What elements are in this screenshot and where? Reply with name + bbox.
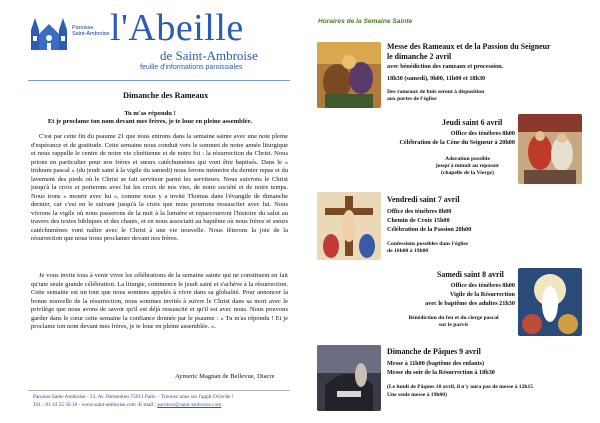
paques-line-2: Messe du soir de la Résurrection à 18h30: [387, 369, 495, 376]
palm-sunday-image: [317, 42, 381, 108]
jeudi-note-3: (chapelle de la Vierge): [441, 170, 494, 176]
rameaux-title-1: Messe des Rameaux et de la Passion du Seigneur: [387, 42, 551, 51]
samedi-note-1: Bénédiction du feu et du cierge pascal: [408, 315, 499, 321]
rameaux-line-1: avec bénédiction des rameaux et procession.: [387, 63, 504, 70]
good-friday-image: [317, 192, 381, 260]
church-logo-icon: [28, 16, 70, 52]
paques-title: Dimanche de Pâques 9 avril: [387, 347, 481, 356]
parish-name: [72, 25, 110, 37]
samedi-line-2: Vigile de la Résurrection: [449, 291, 515, 298]
footer-contact: [33, 402, 221, 409]
samedi-title: Samedi saint 8 avril: [437, 270, 504, 279]
article-signature: Aymeric Magnan de Bellevue, Diacre: [175, 373, 275, 380]
parish-line-2: Saint-Ambroise: [72, 31, 110, 37]
rameaux-note-1: Des rameaux de buis seront à disposition: [387, 89, 485, 95]
paques-note-1: (Le lundi de Pâques 10 avril, il n'y aura pas de messe à 12h15: [387, 384, 534, 390]
vendredi-note-2: de 16h00 à 19h00: [387, 248, 429, 254]
paques-line-1: Messe à 11h00 (baptême des enfants): [387, 360, 485, 367]
newsletter-tagline: feuille d'informations paroissiales: [140, 64, 243, 71]
article-paragraph-1: C'est par cette fin du psaume 21 que nous entrons dans la semaine sainte avec une note pleine d'espérance et de gratitude. Cette semaine nous conduit vers le sommet de notre année liturgique et nous rappelle le centre de notre vie chrétienne et de notre foi : la résurrection du Christ. Nous prions en particulier pour nos frères et sœurs catéchumènes qui vont être baptisés. Dans le « triduum pascal » (du jeudi saint à la vigile du samedi) nous ferons mémoire du dernier repas et du lavement des pieds où le Christ se fait serviteur parmi les serviteurs. Nous suivrons le Christ jusqu'à la croix et porterons avec lui les croix de nos vies, de notre société et de notre temps. Nous irons « mourir avec lui », comme nous y a invité Thomas dans l'évangile de dimanche dernier, car c'est en le suivant jusqu'à la croix que nous pourrons ressusciter avec lui. Nous vivrons la vigile où nous passerons de la nuit à la lumière et reparcourront l'histoire du salut au travers des textes bibliques et des chants, et en nous associant au baptême où nous frères et sœurs catéchumènes vont naître avec le Christ à une vie nouvelle. Nous fêterons la joie de la résurrection que nous irons proclamer devant nos frères.: [31, 133, 288, 242]
newsletter-subtitle: de Saint-Ambroise: [160, 48, 258, 63]
vendredi-title: Vendredi saint 7 avril: [387, 195, 460, 204]
jeudi-line-1: Office des ténèbres 8h00: [450, 130, 515, 137]
psalm-verse-1: Tu m'as répondu !: [124, 110, 176, 117]
article-title: Dimanche des Rameaux: [123, 91, 209, 100]
holy-saturday-image: [518, 268, 582, 336]
jeudi-note-1: Adoration possible: [445, 156, 490, 162]
vendredi-note-1: Confessions possibles dans l'église: [387, 241, 468, 247]
jeudi-line-2: Célébration de la Cène du Seigneur à 20h00: [399, 139, 515, 146]
rameaux-title-2: le dimanche 2 avril: [387, 52, 452, 61]
psalm-verse-2: Et je proclame ton nom devant mes frères, je te loue en pleine assemblée.: [47, 118, 253, 125]
vendredi-line-2: Chemin de Croix 15h00: [387, 217, 450, 224]
rameaux-note-2: aux portes de l'église: [387, 96, 437, 102]
footer-phone-web: Tél. : 01 43 55 56 18 - www.saint-ambroise.com -E-mail :: [33, 402, 158, 408]
footer-email-link[interactable]: paroisse@saint-ambroise.com: [157, 402, 222, 408]
jeudi-title: Jeudi saint 6 avril: [442, 118, 503, 127]
easter-image: [317, 345, 381, 411]
holy-thursday-image: [518, 114, 582, 184]
rameaux-line-2: 18h30 (samedi), 9h00, 11h00 et 18h30: [387, 75, 486, 82]
footer-address: Paroisse Saint-Ambroise - 33, Av. Parmentier 75011 Paris – Trouvez nous sur l'appli Ocloche !: [33, 394, 234, 400]
paques-note-2: Une seule messe à 19h00): [387, 392, 447, 398]
parish-line-1: Paroisse: [72, 25, 94, 31]
vendredi-line-1: Office des ténèbres 8h00: [387, 208, 452, 215]
schedule-heading: Horaires de la Semaine Sainte: [318, 18, 413, 25]
header-divider: [28, 80, 290, 81]
jeudi-note-2: jusqu'à minuit au reposoir: [435, 163, 500, 169]
newsletter-title: l'Abeille: [110, 7, 244, 49]
samedi-note-2: sur le parvis: [438, 322, 469, 328]
samedi-line-3: avec le baptême des adultes 21h30: [425, 300, 515, 307]
footer-divider: [28, 390, 290, 391]
article-paragraph-2: Je vous invite tous à venir vivre les célébrations de la semaine sainte qui ne constituent en fait qu'une seule grande célébration. La liturgie, commence le jeudi saint et s'achève à la résurrection. Cette semaine est un tout que nous sommes appelés à vivre dans sa globalité. Pour annoncer la bonne nouvelle de la résurrection, nous sommes invités à suivre le Christ dans sa mort avec le privilège que nous avons de savoir qu'il est déjà ressuscité et qu'il est avec nous. Nous pouvons garder dans le cœur cette semaine la confiance donnée par le psaume : « Tu m'as répondu ! Et je proclame ton nom devant mes frères, je te loue en pleine assemblée. ».: [31, 272, 288, 330]
samedi-line-1: Office des ténèbres 8h00: [450, 282, 515, 289]
vendredi-line-3: Célébration de la Passion 20h00: [387, 226, 472, 233]
